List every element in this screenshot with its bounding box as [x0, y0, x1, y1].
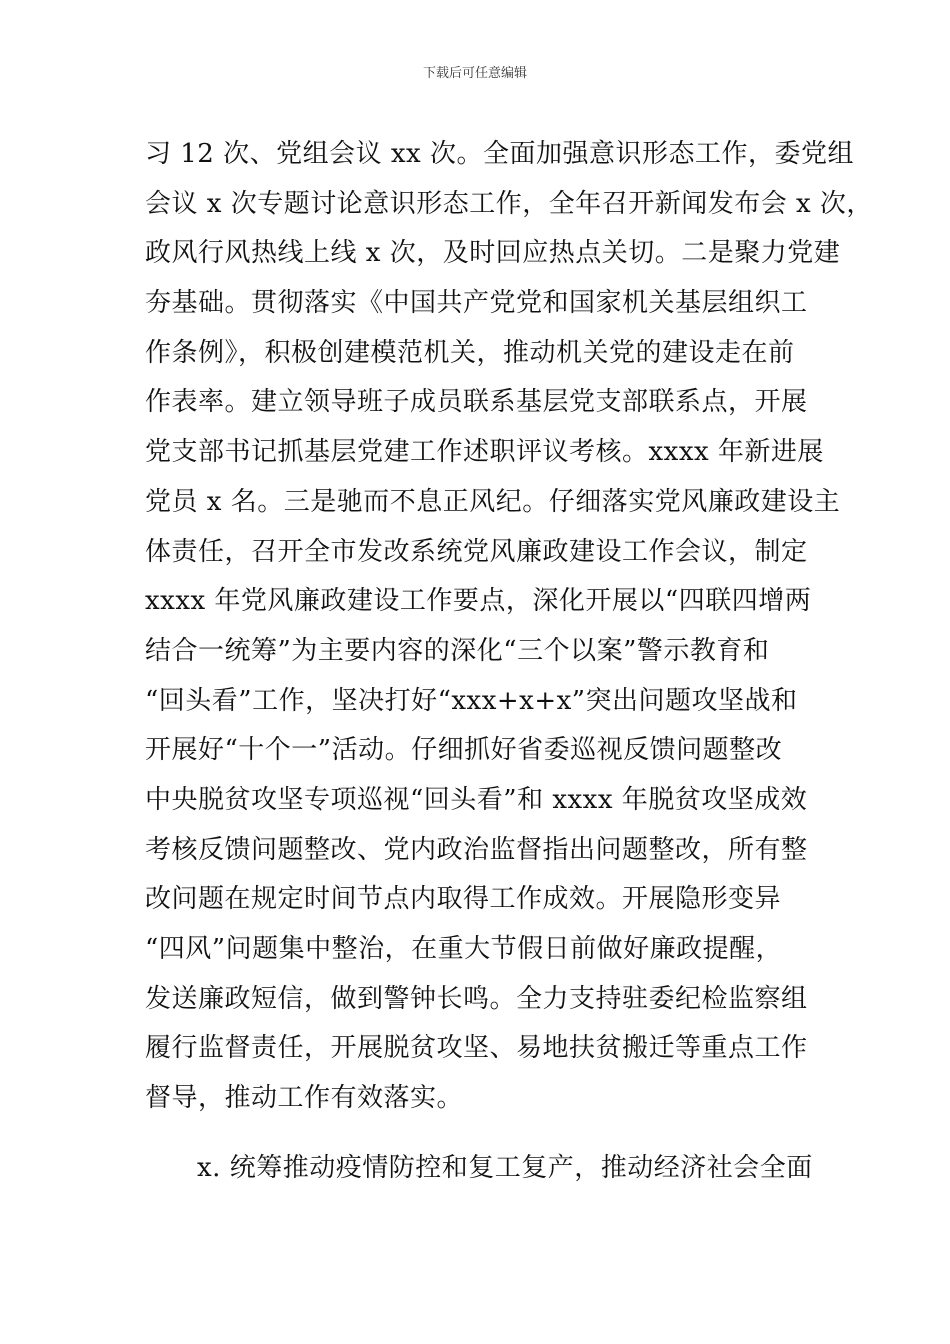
text-line: 开展好“十个一”活动。仔细抓好省委巡视反馈问题整改: [145, 735, 783, 766]
text-line: 党支部书记抓基层党建工作述职评议考核。xxxx 年新进展: [145, 437, 824, 468]
text-line: 履行监督责任，开展脱贫攻坚、易地扶贫搬迁等重点工作: [145, 1033, 808, 1064]
section-heading-line: x. 统筹推动疫情防控和复工复产，推动经济社会全面: [197, 1153, 813, 1183]
text-line: 督导，推动工作有效落实。: [145, 1083, 464, 1114]
text-line: 作条例》，积极创建模范机关，推动机关党的建设走在前: [145, 337, 795, 368]
text-line: xxxx 年党风廉政建设工作要点，深化开展以“四联四增两: [145, 586, 812, 617]
text-line: 发送廉政短信，做到警钟长鸣。全力支持驻委纪检监察组: [145, 983, 808, 1014]
text-line: 改问题在规定时间节点内取得工作成效。开展隐形变异: [145, 884, 782, 915]
text-line: 中央脱贫攻坚专项巡视“回头看”和 xxxx 年脱贫攻坚成效: [145, 784, 808, 815]
text-line: 体责任，召开全市发改系统党风廉政建设工作会议，制定: [145, 536, 808, 567]
text-line: 作表率。建立领导班子成员联系基层党支部联系点，开展: [145, 387, 808, 418]
text-line: 会议 x 次专题讨论意识形态工作，全年召开新闻发布会 x 次，: [145, 188, 873, 219]
page-header-note: 下载后可任意编辑: [422, 66, 527, 81]
text-line: 结合一统筹”为主要内容的深化“三个以案”警示教育和: [145, 635, 770, 666]
text-line: “回头看”工作，坚决打好“xxx+x+x”突出问题攻坚战和: [145, 685, 798, 716]
text-line: 政风行风热线上线 x 次，及时回应热点关切。二是聚力党建: [145, 238, 841, 269]
body-paragraph: [145, 130, 873, 1124]
section-heading: [197, 1144, 827, 1194]
text-line: 考核反馈问题整改、党内政治监督指出问题整改，所有整: [145, 834, 808, 865]
text-line: 习 12 次、党组会议 xx 次。全面加强意识形态工作，委党组: [145, 139, 854, 169]
text-line: 夯基础。贯彻落实《中国共产党党和国家机关基层组织工: [145, 288, 808, 319]
text-line: 党员 x 名。三是驰而不息正风纪。仔细落实党风廉政建设主: [145, 486, 841, 517]
text-line: “四风”问题集中整治，在重大节假日前做好廉政提醒，: [145, 934, 783, 964]
